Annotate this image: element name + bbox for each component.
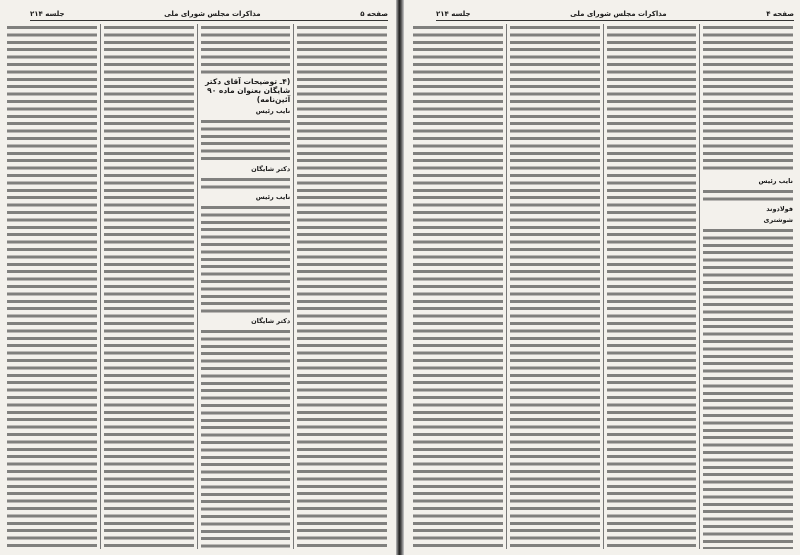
text-column — [699, 24, 796, 549]
body-text — [201, 118, 291, 162]
body-text — [607, 24, 697, 549]
text-column — [603, 24, 700, 549]
text-column — [293, 24, 390, 549]
session-number: جلسه ۲۱۴ — [436, 10, 471, 18]
body-text — [703, 24, 793, 174]
publication-title: مذاکرات مجلس شورای ملی — [570, 10, 667, 18]
body-text — [510, 24, 600, 549]
speaker-label: نایب رئیس — [758, 177, 793, 185]
right-page — [406, 0, 800, 555]
page-number: صفحه ۵ — [360, 10, 388, 18]
page-number: صفحه ۴ — [766, 10, 794, 18]
text-column — [197, 24, 294, 549]
section-heading: (۴ـ توضیحات آقای دکتر شایگان بعنوان ماده ۹۰ آئین‌نامه) — [205, 77, 291, 104]
body-text — [201, 328, 291, 549]
body-text — [201, 24, 291, 74]
body-text — [7, 24, 97, 549]
text-column — [410, 24, 506, 549]
speaker-label: نایب رئیس — [255, 107, 291, 115]
body-text — [413, 24, 503, 549]
speaker-label: شوشتری — [763, 216, 793, 224]
session-number: جلسه ۲۱۴ — [30, 10, 65, 18]
speaker-label: دکتر شایگان — [251, 317, 291, 325]
speaker-label: نایب رئیس — [255, 193, 291, 201]
body-text — [297, 24, 387, 549]
body-text — [201, 204, 291, 314]
left-page — [0, 0, 394, 555]
text-column — [100, 24, 197, 549]
text-column — [506, 24, 603, 549]
speaker-label: فولادوند — [766, 205, 793, 213]
publication-title: مذاکرات مجلس شورای ملی — [164, 10, 261, 18]
body-text — [703, 188, 793, 202]
body-text — [703, 227, 793, 549]
body-text — [104, 24, 194, 549]
body-text — [201, 176, 291, 190]
page-header — [436, 8, 794, 21]
page-header — [30, 8, 388, 21]
text-column — [4, 24, 100, 549]
speaker-label: دکتر شایگان — [251, 165, 291, 173]
book-spine — [396, 0, 404, 555]
